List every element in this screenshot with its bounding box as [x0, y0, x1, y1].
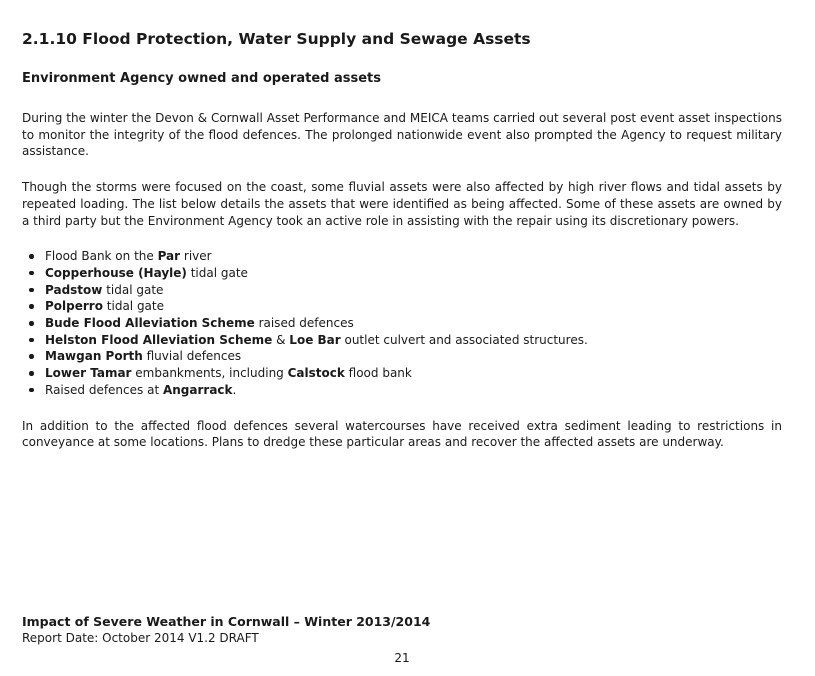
footer-report-date: Report Date: October 2014 V1.2 DRAFT: [22, 631, 259, 645]
list-item-text: Bude Flood Alleviation Scheme raised defences: [45, 316, 354, 331]
list-item: [22, 365, 782, 382]
bullet-icon: [29, 288, 34, 293]
list-item: [22, 348, 782, 365]
bullet-icon: [29, 304, 34, 309]
footer-report-title: Impact of Severe Weather in Cornwall – Winter 2013/2014: [22, 614, 431, 629]
list-item-text: Polperro tidal gate: [45, 299, 164, 314]
page-footer: [22, 613, 782, 667]
section-subheading: Environment Agency owned and operated assets: [22, 71, 381, 86]
bullet-icon: [29, 321, 34, 326]
list-item-text: Flood Bank on the Par river: [45, 249, 212, 264]
paragraph-inspections: During the winter the Devon & Cornwall Asset Performance and MEICA teams carried out several post event asset inspections to monitor the integrity of the flood defences. The prolonged nationwide event also prompted the Agency to request military assistance.: [22, 111, 782, 159]
list-item: [22, 298, 782, 315]
bullet-icon: [29, 388, 34, 393]
paragraph-sediment: In addition to the affected flood defences several watercourses have received extra sediment leading to restrictions in conveyance at some locations. Plans to dredge these particular areas and recover the affected assets are underway.: [22, 418, 782, 450]
list-item-text: Padstow tidal gate: [45, 282, 164, 297]
paragraph-storms: Though the storms were focused on the coast, some fluvial assets were also affected by high river flows and tidal assets by repeated loading. The list below details the assets that were identified as being affected. Some of these assets are owned by a third party but the Environment Agency took an active role in assisting with the repair using its discretionary powers.: [22, 180, 782, 228]
list-item: [22, 382, 782, 399]
list-item-text: Raised defences at Angarrack.: [45, 382, 237, 397]
list-item: [22, 265, 782, 282]
list-item: [22, 315, 782, 332]
bullet-icon: [29, 354, 34, 359]
list-item: [22, 282, 782, 299]
page-title: 2.1.10 Flood Protection, Water Supply and Sewage Assets: [22, 30, 531, 48]
page-number: 21: [394, 651, 410, 665]
list-item: [22, 248, 782, 265]
list-item-text: Copperhouse (Hayle) tidal gate: [45, 265, 248, 280]
bullet-icon: [29, 254, 34, 259]
bullet-icon: [29, 271, 34, 276]
list-item-text: Helston Flood Alleviation Scheme & Loe Bar outlet culvert and associated structures.: [45, 332, 588, 347]
bullet-icon: [29, 371, 34, 376]
bullet-icon: [29, 338, 34, 343]
list-item-text: Lower Tamar embankments, including Calstock flood bank: [45, 366, 412, 381]
list-item-text: Mawgan Porth fluvial defences: [45, 349, 242, 364]
affected-assets-list: [22, 248, 782, 398]
list-item: [22, 332, 782, 349]
